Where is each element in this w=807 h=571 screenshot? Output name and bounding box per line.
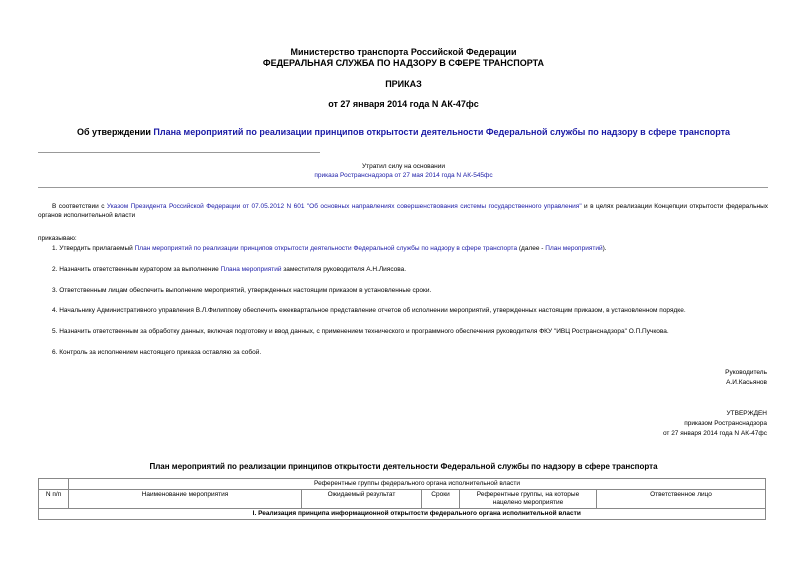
title-prefix: Об утверждении xyxy=(76,127,154,137)
revoking-order-link[interactable]: приказа Ространснадзора от 27 мая 2014 года N АК-545фс xyxy=(314,172,493,179)
item-2-text-b: заместителя руководителя А.Н.Лиясова. xyxy=(281,266,407,273)
doc-type: ПРИКАЗ xyxy=(385,79,422,89)
item-1-text-c: ). xyxy=(602,245,607,252)
item-1 xyxy=(38,244,768,253)
signature-role: Руководитель xyxy=(725,369,767,376)
table-group-header: Референтные группы федерального органа исполнительной власти xyxy=(69,479,766,490)
status-link-line xyxy=(0,172,807,179)
title-plan-link[interactable]: Плана мероприятий по реализации принципов открытости деятельности Федеральной службы по надзору в сфере транспорта xyxy=(153,127,731,137)
doc-date: от 27 января 2014 года N АК-47фс xyxy=(328,99,479,109)
col-header-terms: Сроки xyxy=(422,490,460,509)
approval-by: приказом Ространснадзора xyxy=(684,420,767,427)
status-line: Утратил силу на основании xyxy=(361,163,446,170)
table-header-row xyxy=(39,490,766,509)
preamble xyxy=(38,202,768,220)
col-header-groups: Референтные группы, на которые нацелено мероприятие xyxy=(460,490,597,509)
col-header-num: N п/п xyxy=(39,490,69,509)
item-5: 5. Назначить ответственным за обработку данных, включая подготовку и ввод данных, с применением технического и программного обеспечения руководителя ФКУ "ИВЦ Ространснадзора" О.П.Пучкова. xyxy=(52,328,669,335)
col-header-name: Наименование мероприятия xyxy=(69,490,302,509)
item-1-plan-link[interactable]: План мероприятий по реализации принципов открытости деятельности Федеральной службы по надзору в сфере транспорта xyxy=(134,245,518,252)
divider-full xyxy=(38,187,768,188)
item-1-text-a: 1. Утвердить прилагаемый xyxy=(52,245,135,252)
plan-table xyxy=(38,478,766,520)
plan-title: План мероприятий по реализации принципов открытости деятельности Федеральной службы по надзору в сфере транспорта xyxy=(149,462,658,471)
section-1-title: I. Реализация принципа информационной открытости федерального органа исполнительной власти xyxy=(69,509,766,520)
preamble-text-2: и в целях реализации Концепции открытости федеральных органов исполнительной власти xyxy=(38,203,768,219)
order-word: приказываю: xyxy=(38,235,77,242)
divider-short xyxy=(38,152,320,153)
item-4: 4. Начальнику Административного управления В.Л.Филиппову обеспечить ежеквартальное представление отчетов об исполнении мероприятий, утвержденных настоящим приказом, в установленном порядке. xyxy=(52,307,686,314)
ministry-name: Министерство транспорта Российской Федерации xyxy=(290,47,517,57)
item-1-text-b: (далее - xyxy=(517,245,546,252)
preamble-text-1: В соответствии с xyxy=(52,203,107,210)
approval-title: УТВЕРЖДЕН xyxy=(726,410,767,417)
item-6: 6. Контроль за исполнением настоящего приказа оставляю за собой. xyxy=(52,349,262,356)
decree-link[interactable]: Указом Президента Российской Федерации от 07.05.2012 N 601 "Об основных направлениях совершенствования системы государственного управления" xyxy=(106,203,582,210)
approval-date: от 27 января 2014 года N АК-47фс xyxy=(662,430,767,437)
col-header-responsible: Ответственное лицо xyxy=(597,490,766,509)
signature-name: А.И.Касьянов xyxy=(726,379,767,386)
table-section-row xyxy=(39,509,766,520)
table-cell-empty xyxy=(39,509,69,520)
item-2-plan-link[interactable]: Плана мероприятий xyxy=(220,266,282,273)
table-cell-empty xyxy=(39,479,69,490)
table-group-row xyxy=(39,479,766,490)
item-1-plan-short-link[interactable]: План мероприятий xyxy=(545,245,603,252)
col-header-result: Ожидаемый результат xyxy=(302,490,422,509)
item-3: 3. Ответственным лицам обеспечить выполнение мероприятий, утвержденных настоящим приказом в установленные сроки. xyxy=(52,287,432,294)
service-name: ФЕДЕРАЛЬНАЯ СЛУЖБА ПО НАДЗОРУ В СФЕРЕ ТРАНСПОРТА xyxy=(262,58,545,68)
item-2 xyxy=(38,265,768,274)
item-2-text-a: 2. Назначить ответственным куратором за выполнение xyxy=(52,266,221,273)
doc-title xyxy=(0,127,807,137)
